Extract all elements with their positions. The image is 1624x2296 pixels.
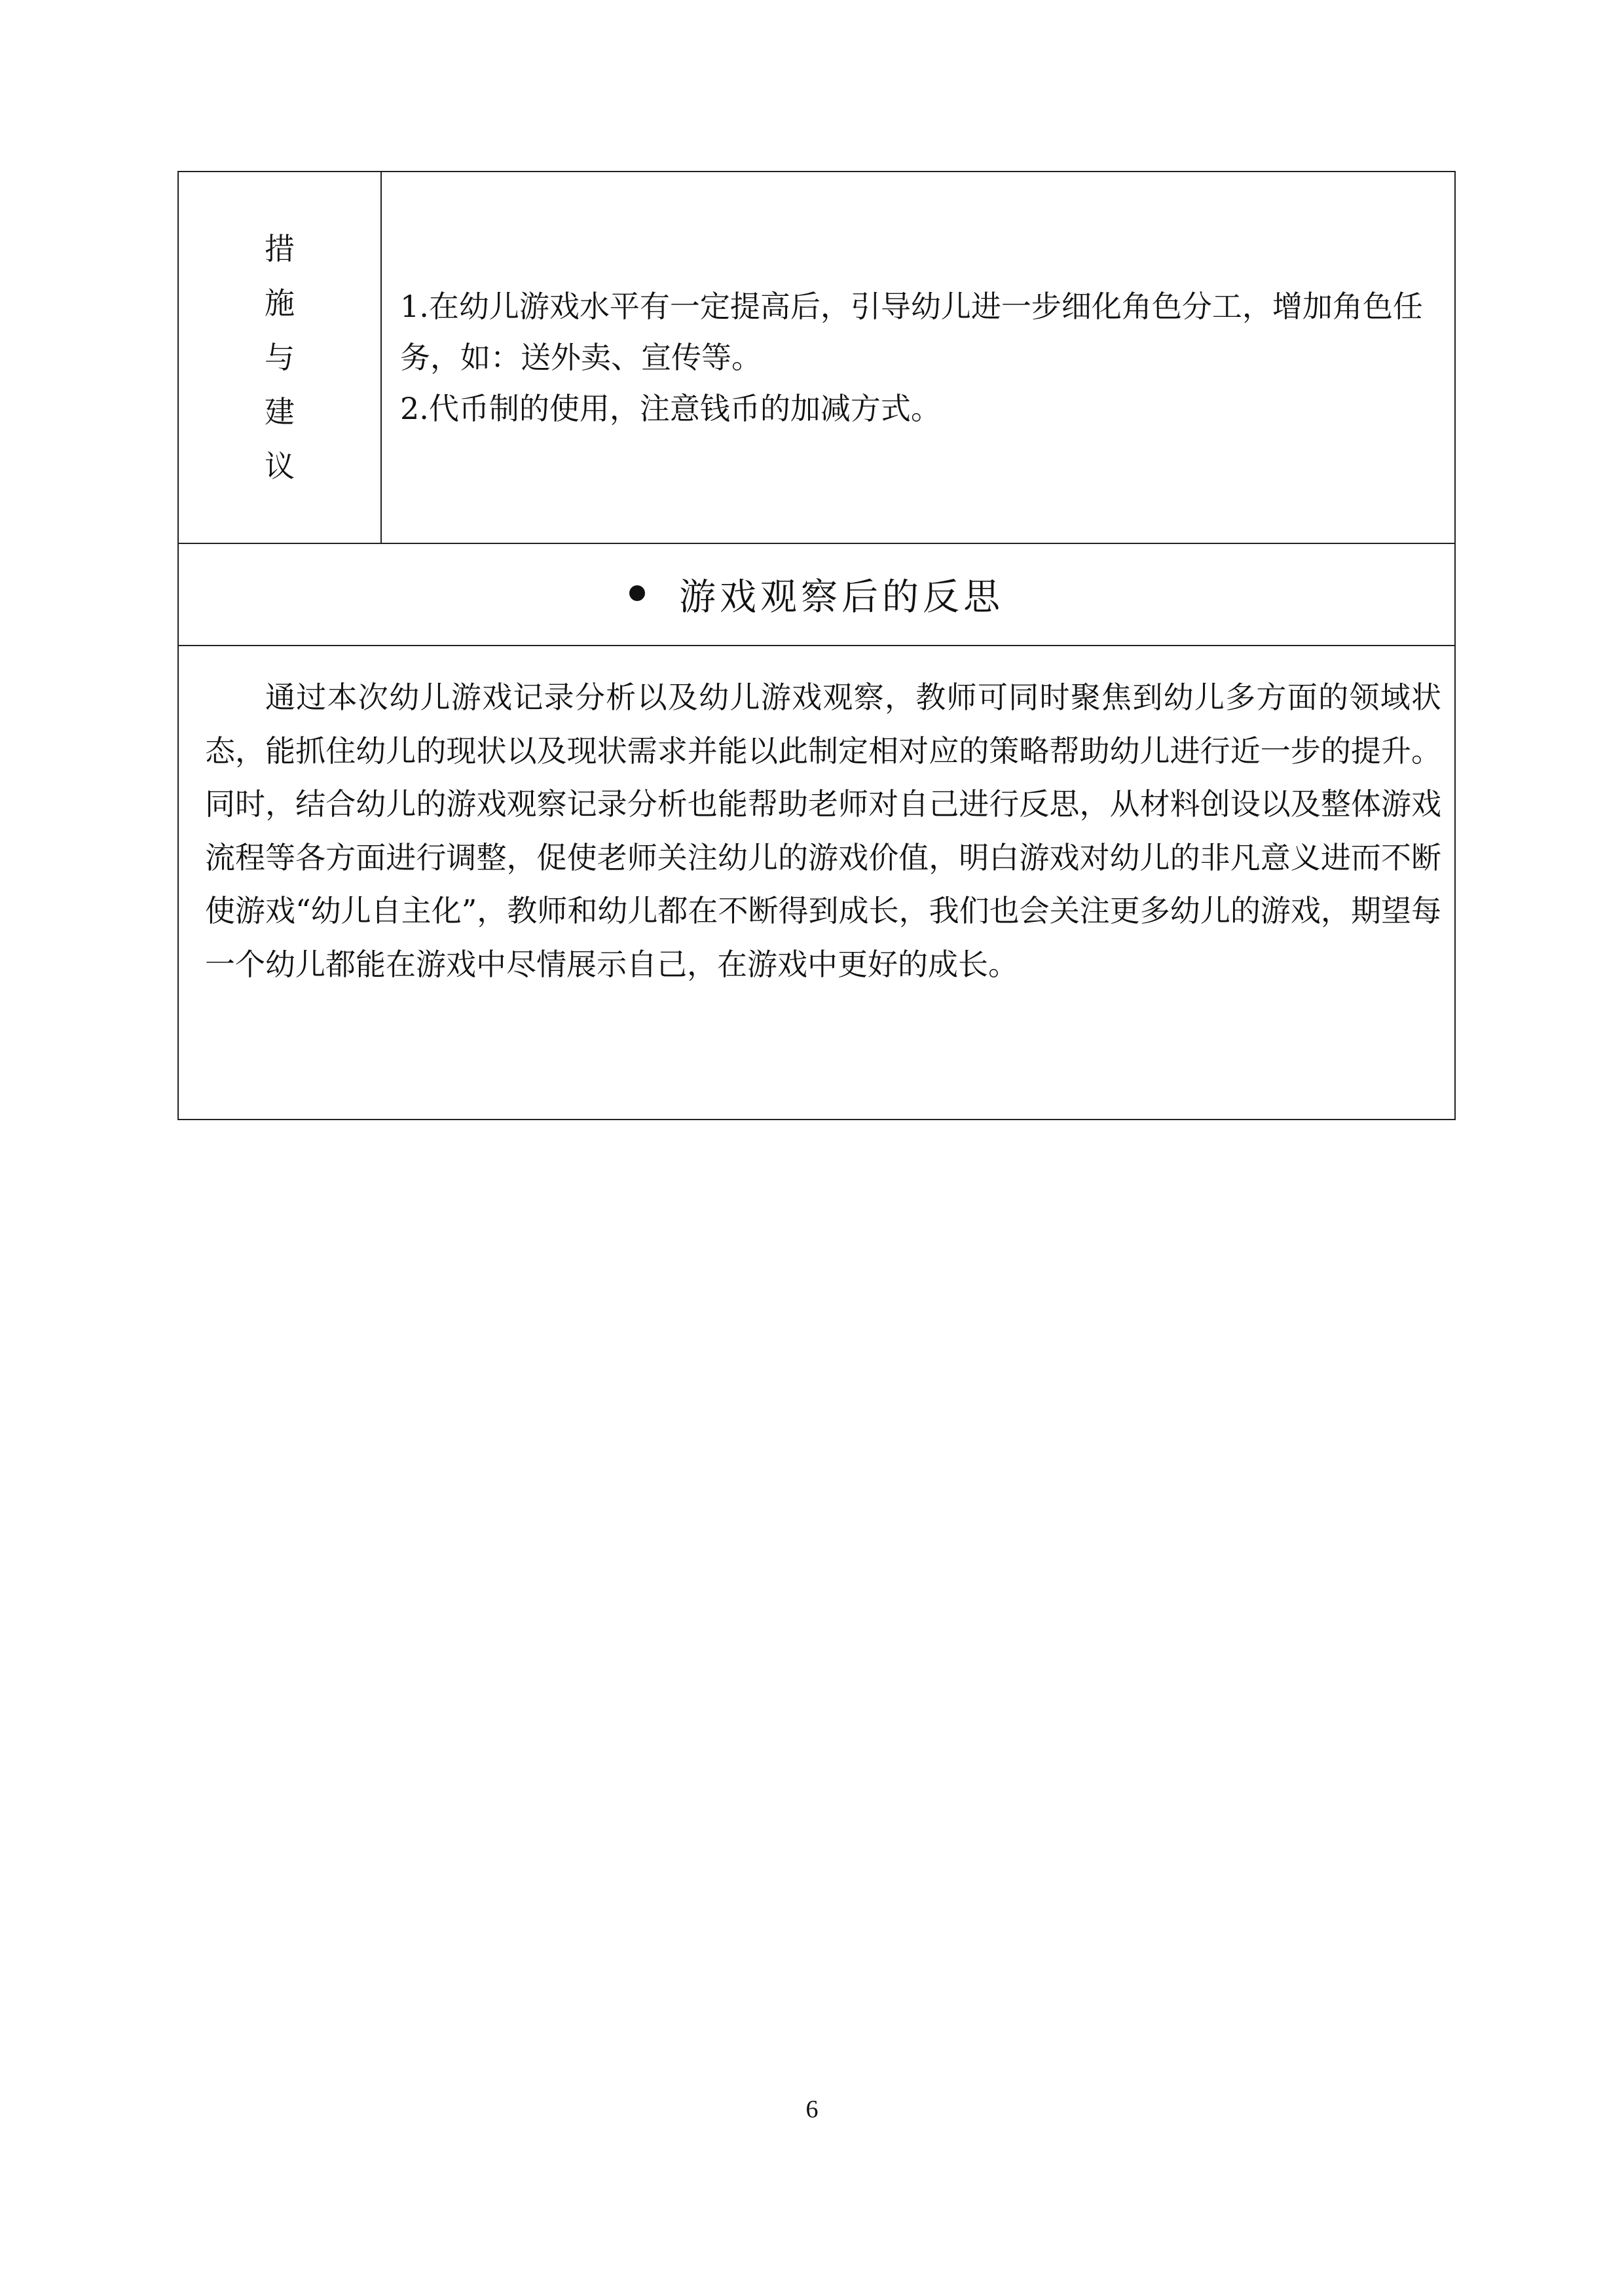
label-char: 建: [265, 393, 295, 429]
label-char: 议: [265, 448, 295, 484]
section-heading: [629, 568, 1004, 621]
reflection-heading-cell: [178, 543, 1455, 646]
observation-table: [177, 171, 1456, 1120]
measures-content-cell: [381, 172, 1455, 543]
measures-label: [265, 222, 295, 494]
measures-label-cell: [178, 172, 381, 543]
measure-item-2: 2.代币制的使用，注意钱币的加减方式。: [400, 391, 941, 426]
measure-item-1: 1.在幼儿游戏水平有一定提高后，引导幼儿进一步细化角色分工，增加角色任务，如：送外卖、宣传等。: [400, 289, 1423, 375]
reflection-body-row: [178, 646, 1455, 1120]
label-char: 措: [265, 230, 295, 266]
section-heading-text: 游戏观察后的反思: [679, 576, 1004, 619]
page-number: 6: [805, 2096, 819, 2123]
reflection-heading-row: [178, 543, 1455, 646]
bullet-icon: [629, 585, 645, 601]
measures-row: [178, 172, 1455, 543]
reflection-paragraph: 通过本次幼儿游戏记录分析以及幼儿游戏观察，教师可同时聚焦到幼儿多方面的领域状态，能抓住幼儿的现状以及现状需求并能以此制定相对应的策略帮助幼儿进行近一步的提升。同时，结合幼儿的游戏观察记录分析也能帮助老师对自己进行反思，从材料创设以及整体游戏流程等各方面进行调整，促使老师关注幼儿的游戏价值，明白游戏对幼儿的非凡意义进而不断使游戏“幼儿自主化”，教师和幼儿都在不断得到成长，我们也会关注更多幼儿的游戏，期望每一个幼儿都能在游戏中尽情展示自己，在游戏中更好的成长。: [205, 680, 1441, 982]
label-char: 与: [265, 339, 295, 375]
reflection-body-cell: [178, 646, 1455, 1120]
label-char: 施: [265, 285, 295, 321]
